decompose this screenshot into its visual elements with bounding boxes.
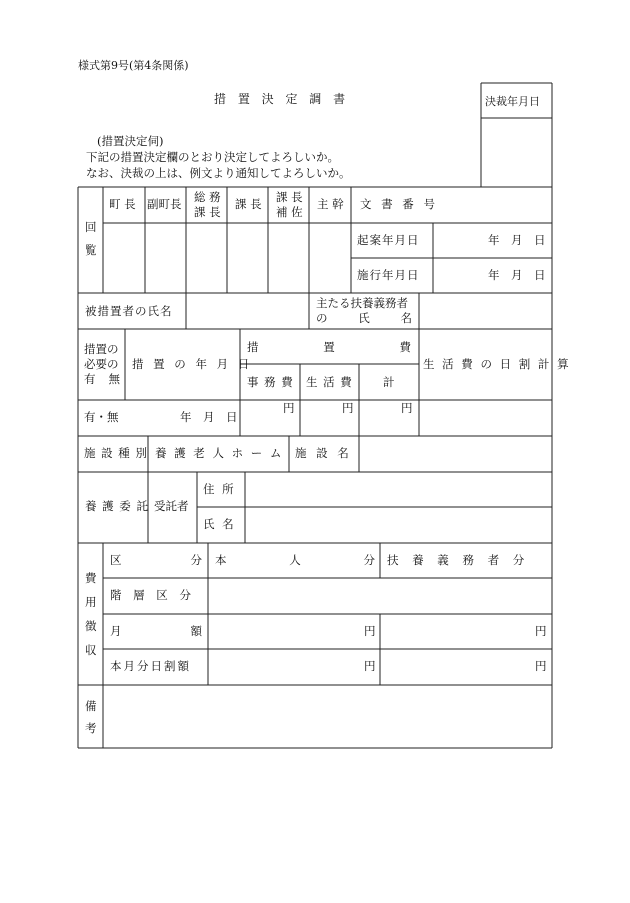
col-general-affairs-chief: 課 長: [194, 205, 221, 219]
division-b: 分: [190, 553, 202, 567]
remarks-label-2: 考: [85, 721, 97, 735]
exec-date-label: 施行年月日: [357, 268, 420, 282]
col-assistant-1: 課 長: [276, 190, 303, 204]
living-cost-label: 生 活 費: [306, 375, 353, 389]
need-label-3: [84, 374, 120, 386]
col-general-affairs: 総 務: [194, 190, 221, 204]
supporter-share-header: 扶 養 義 務 者 分: [387, 553, 530, 567]
supporter-label-1: 主たる扶養義務者: [316, 296, 408, 310]
intro-line-3: なお、決裁の上は、例文より通知してよろしいか。: [86, 166, 351, 180]
total-label: 計: [383, 375, 395, 389]
monthly-supporter-yen: 円: [535, 624, 547, 638]
measure-cost-b: 置: [323, 340, 335, 354]
living-cost-yen: 円: [342, 401, 354, 415]
exec-date-value: 年 月 日: [488, 268, 546, 282]
intro-line-2: 下記の措置決定欄のとおり決定してよろしいか。: [86, 150, 339, 164]
self-share-a: 本: [215, 553, 227, 567]
monthly-b: 額: [190, 624, 202, 638]
fee-label-2: 用: [85, 595, 97, 609]
need-label-3a: 有: [84, 372, 96, 386]
division-header: [110, 555, 202, 567]
self-share-header: [215, 555, 375, 567]
doc-number-label: 文 書 番 号: [360, 197, 438, 211]
fee-label-1: 費: [85, 571, 97, 585]
facility-type-label: 施 設 種 別: [84, 446, 148, 460]
fee-label-4: 収: [85, 643, 97, 657]
prorated-self-yen: 円: [364, 659, 376, 673]
form-title: 措 置 決 定 調 書: [214, 92, 350, 106]
approval-date-label: 決裁年月日: [485, 95, 540, 108]
measure-cost-label: [247, 342, 411, 354]
daily-calc-label: 生 活 費 の 日 割 計 算: [423, 357, 571, 371]
yes-no-label: 有・無: [84, 410, 119, 424]
office-cost-label: 事 務 費: [247, 375, 294, 389]
measure-cost-a: 措: [247, 340, 259, 354]
need-label-2: 必要の: [84, 357, 119, 371]
subject-name-label: 被措置者の氏名: [85, 304, 173, 318]
col-mayor: 町 長: [109, 197, 136, 211]
address-label: 住 所: [203, 482, 236, 496]
supporter-label-2a: の: [316, 311, 328, 325]
measure-date-value: 年 月 日: [180, 410, 238, 424]
receiver-label: 受託者: [154, 499, 189, 513]
self-share-c: 分: [363, 553, 375, 567]
need-label-3b: 無: [108, 372, 120, 386]
total-yen: 円: [401, 401, 413, 415]
monthly-label: [110, 626, 202, 638]
facility-name-label: 施 設 名: [295, 446, 352, 460]
remarks-label-1: 備: [85, 699, 97, 713]
supporter-label-2b: 氏: [358, 311, 370, 325]
prorated-supporter-yen: 円: [535, 659, 547, 673]
circulation-label-1: 回: [85, 220, 97, 234]
fee-label-3: 徴: [85, 619, 97, 633]
office-cost-yen: 円: [283, 401, 295, 415]
col-vice-mayor: 副町長: [147, 197, 182, 211]
intro-line-1: (措置決定伺): [97, 134, 164, 148]
col-chief-officer: 主 幹: [317, 197, 344, 211]
draft-date-value: 年 月 日: [488, 233, 546, 247]
form-code: 様式第9号(第4条関係): [78, 59, 189, 72]
facility-type-value: 養 護 老 人 ホ ー ム: [155, 446, 284, 460]
measure-cost-c: 費: [399, 340, 411, 354]
circulation-label-2: 覧: [85, 243, 97, 257]
class-label: 階 層 区 分: [110, 588, 195, 602]
measure-date-label: 措 置 の 年 月 日: [132, 357, 253, 371]
need-label-1: 措置の: [84, 342, 119, 356]
monthly-self-yen: 円: [364, 624, 376, 638]
draft-date-label: 起案年月日: [357, 233, 420, 247]
supporter-label-2c: 名: [400, 311, 412, 325]
col-section-chief: 課 長: [235, 197, 262, 211]
self-share-b: 人: [289, 553, 301, 567]
monthly-a: 月: [110, 624, 122, 638]
supporter-label-2: [316, 313, 412, 325]
col-assistant-2: 補 佐: [276, 205, 303, 219]
receiver-name-label: 氏 名: [203, 517, 236, 531]
division-a: 区: [110, 553, 122, 567]
consign-label: 養 護 委 託: [85, 499, 149, 513]
prorated-label: 本月分日割額: [110, 659, 191, 673]
